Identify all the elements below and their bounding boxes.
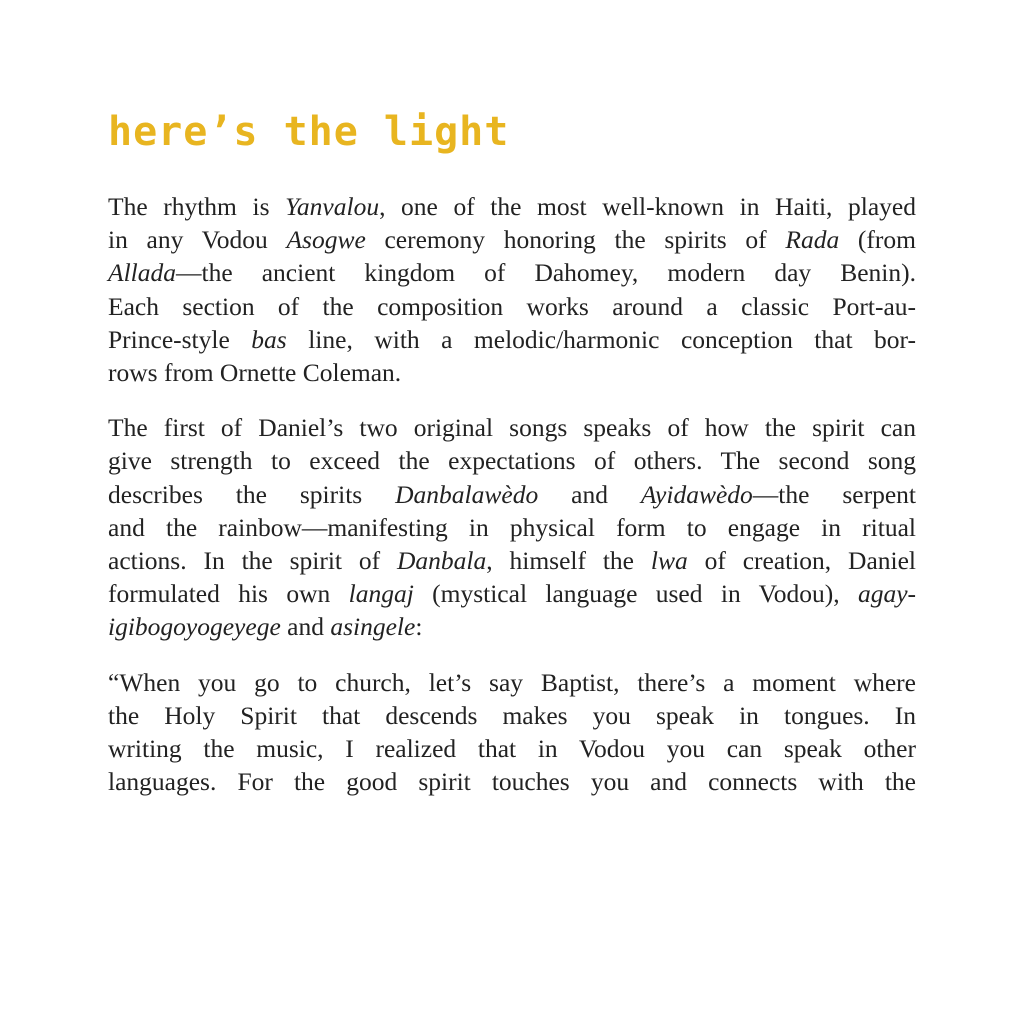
text-line: the Holy Spirit that descends makes you speak in tongues. In [108,700,916,730]
paragraph-3 [108,666,916,799]
italic-term: Danbalawèdo [395,479,539,509]
text-line: Allada—the ancient kingdom of Dahomey, modern day Benin). [108,258,916,288]
body-text [108,190,916,798]
italic-term: asingele [330,612,416,642]
italic-term: bas [251,324,287,354]
paragraph-2 [108,411,916,643]
italic-term: Ayidawèdo [640,479,753,509]
italic-term: Rada [785,225,840,255]
page [108,108,916,820]
italic-term: langaj [348,579,414,609]
text-line: Prince-style bas line, with a melodic/harmonic conception that bor- [108,324,916,354]
text-line: “When you go to church, let’s say Baptist, there’s a moment where [108,667,916,697]
text-line: igibogoyogeyege and asingele: [108,612,423,642]
text-line: and the rainbow—manifesting in physical form to engage in ritual [108,512,916,542]
text-line: give strength to exceed the expectations of others. The second song [108,446,916,476]
italic-term: Yanvalou [285,192,380,221]
italic-term: igibogoyogeyege [108,612,281,642]
italic-term: Asogwe [286,225,366,255]
page-title: here’s the light [108,109,510,155]
italic-term: agay- [857,579,916,609]
text-line: in any Vodou Asogwe ceremony honoring the spirits of Rada (from [108,225,916,255]
text-line: formulated his own langaj (mystical language used in Vodou), agay- [108,579,916,609]
text-line: writing the music, I realized that in Vodou you can speak other [108,734,916,764]
paragraph-1 [108,190,916,389]
text-line: languages. For the good spirit touches you and connects with the [108,767,916,797]
italic-term: lwa [650,546,688,576]
text-line: actions. In the spirit of Danbala, himself the lwa of creation, Daniel [108,546,917,576]
text-line: The first of Daniel’s two original songs speaks of how the spirit can [108,413,916,443]
text-line: Each section of the composition works around a classic Port-au- [108,291,916,321]
text-line: rows from Ornette Coleman. [108,358,402,388]
text-line: The rhythm is Yanvalou, one of the most well-known in Haiti, played [108,192,916,221]
italic-term: Allada [108,258,176,288]
italic-term: Danbala [397,546,487,576]
text-line: describes the spirits Danbalawèdo and Ayidawèdo—the serpent [108,479,917,509]
